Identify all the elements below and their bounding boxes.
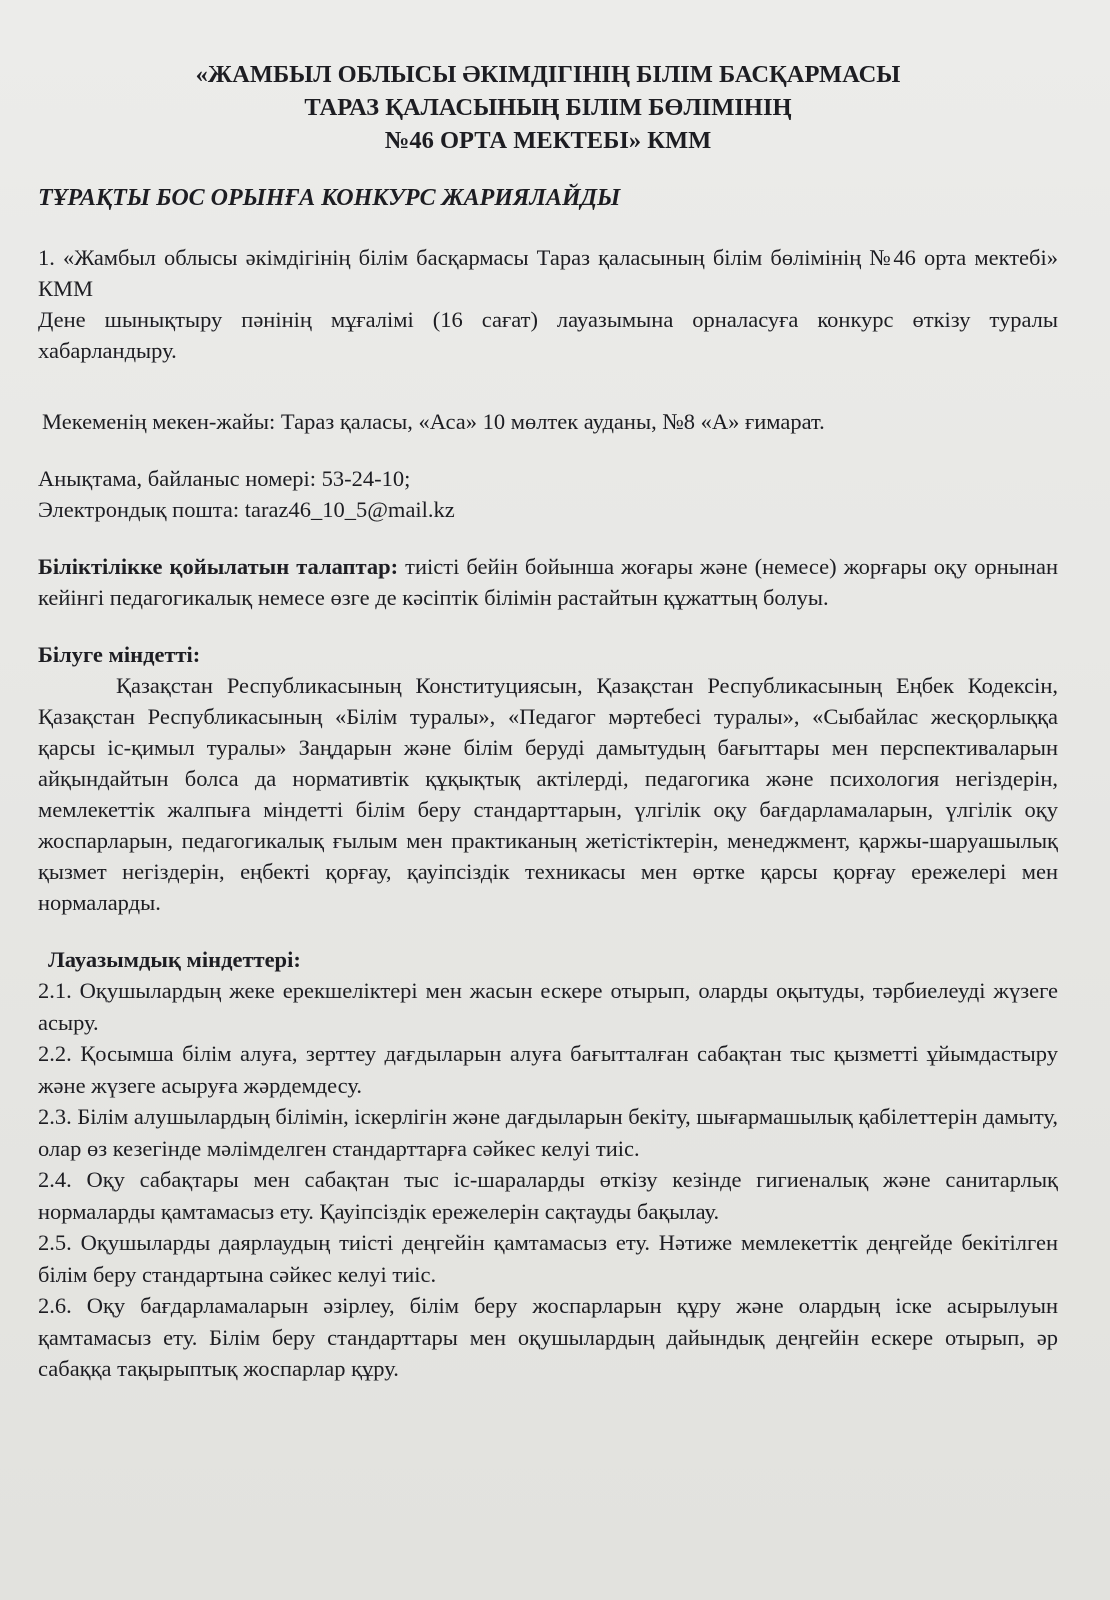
knowledge-title: Білуге міндетті: (38, 642, 201, 667)
duty-item: 2.5. Оқушыларды даярлаудың тиісті деңгейін қамтамасыз ету. Нәтиже мемлекеттік деңгейде бекітілген білім беру стандартына сәйкес келуі тиіс. (38, 1230, 1058, 1287)
intro-organization: 1. «Жамбыл облысы әкімдігінің білім басқармасы Тараз қаласының білім бөлімінің №46 орта мектебі» КММ (38, 245, 1058, 301)
document-header (38, 58, 1058, 157)
knowledge-text: Қазақстан Республикасының Конституциясын, Қазақстан Республикасының Еңбек Кодексін, Қазақстан Республикасының «Білім туралы», «Педагог мәртебесі туралы», «Сыбайлас жесқорлыққа қарсы іс-қимыл туралы» Заңдарын және білім беруді дамытудың бағыттары мен перспективаларын айқындайтын болса да нормативтік құқықтық актілерді, педагогика және психология негіздерін, мемлекеттік жалпыға міндетті білім беру стандарттарын, үлгілік оқу бағдарламаларын, үлгілік оқу жоспарларын, педагогикалық ғылым мен практиканың жетістіктерін, менеджмент, қаржы-шаруашылық қызмет негіздерін, еңбекті қорғау, қауіпсіздік техникасы мен өртке қарсы қорғау ережелері мен нормаларды. (38, 673, 1058, 915)
duty-item: 2.1. Оқушылардың жеке ерекшеліктері мен жасын ескере отырып, оларды оқытуды, тәрбиелеуді жүзеге асыру. (38, 978, 1058, 1035)
phone-text: Анықтама, байланыс номері: 53-24-10; (38, 466, 411, 491)
qualification-label: Біліктілікке қойылатын талаптар: (38, 554, 399, 579)
duty-item: 2.3. Білім алушылардың білімін, іскерлігін және дағдыларын бекіту, шығармашылық қабілеттерін дамыту, олар өз кезегінде мәлімделген стандарттарға сәйкес келуі тиіс. (38, 1104, 1058, 1161)
duties-title: Лауазымдық міндеттері: (48, 947, 301, 972)
duty-item: 2.2. Қосымша білім алуға, зерттеу дағдыларын алуға бағытталған сабақтан тыс қызметті ұйымдастыру және жүзеге асыруға жәрдемдесу. (38, 1041, 1058, 1098)
header-line-2: ТАРАЗ ҚАЛАСЫНЫҢ БІЛІМ БӨЛІМІНІҢ (304, 94, 792, 121)
announcement-title: ТҰРАҚТЫ БОС ОРЫНҒА КОНКУРС ЖАРИЯЛАЙДЫ (38, 185, 621, 211)
email-text: Электрондық пошта: taraz46_10_5@mail.kz (38, 497, 455, 522)
header-line-3: №46 ОРТА МЕКТЕБІ» КММ (384, 127, 712, 154)
address-text: Мекеменің мекен-жайы: Тараз қаласы, «Аса» 10 мөлтек ауданы, №8 «А» ғимарат. (42, 409, 825, 434)
duty-item: 2.6. Оқу бағдарламаларын әзірлеу, білім беру жоспарларын құру және олардың іске асырылуын қамтамасыз ету. Білім беру стандарттары мен оқушылардың дайындық деңгейін ескере отырып, әр сабаққа тақырыптық жоспарлар құру. (38, 1293, 1058, 1381)
qualification-text: тиісті бейін бойынша жоғары және (немесе) жорғары оқу орнынан кейінгі педагогикалық немесе өзге де кәсіптік білімін растайтын құжаттың болуы. (38, 554, 1059, 610)
qualification-paragraph (38, 551, 1058, 613)
duty-item: 2.4. Оқу сабақтары мен сабақтан тыс іс-шараларды өткізу кезінде гигиеналық және санитарлық нормаларды қамтамасыз ету. Қауіпсіздік ережелерін сақтауды бақылау. (38, 1167, 1058, 1224)
intro-position: Дене шынықтыру пәнінің мұғалімі (16 сағат) лауазымына орналасуға конкурс өткізу туралы хабарландыру. (38, 307, 1058, 363)
header-line-1: «ЖАМБЫЛ ОБЛЫСЫ ӘКІМДІГІНІҢ БІЛІМ БАСҚАРМАСЫ (195, 61, 901, 88)
